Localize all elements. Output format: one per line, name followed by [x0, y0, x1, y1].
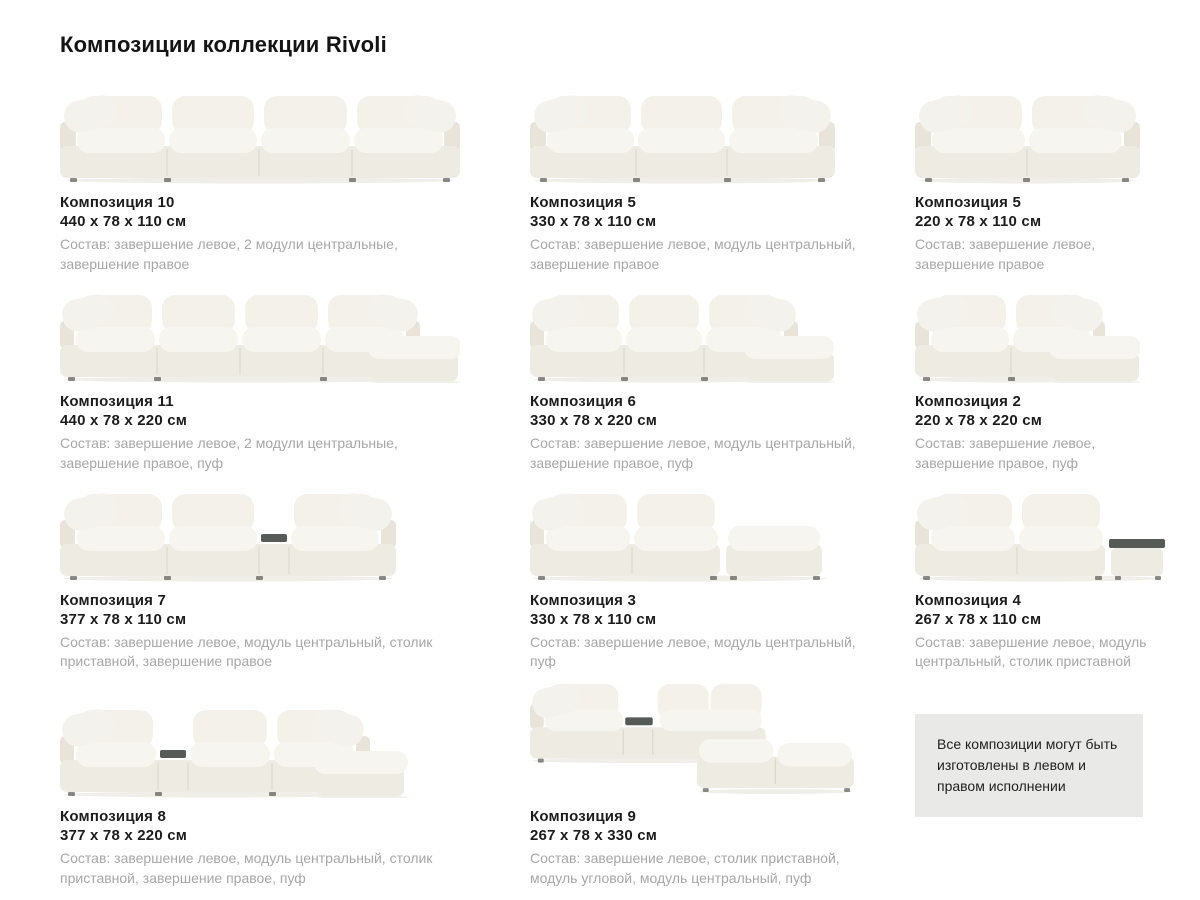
composition-dimensions: 267 x 78 x 110 см	[915, 610, 1042, 628]
composition-dimensions: 330 x 78 x 110 см	[530, 213, 657, 230]
corner-sofa-illustration	[530, 680, 854, 798]
composition-dimensions: 220 x 78 x 220 см	[915, 411, 1043, 429]
composition-card	[60, 482, 530, 673]
composition-dimensions: 220 x 78 x 110 см	[915, 213, 1042, 230]
composition-structure: Состав: завершение левое, модуль центральный, пуф	[530, 633, 856, 670]
sofa-3-modules-ottoman-illustration	[530, 283, 835, 383]
sofa-with-side-ottoman-illustration	[530, 482, 830, 582]
composition-structure: Состав: завершение левое, модуль центральный, завершение правое	[530, 236, 856, 272]
compositions-grid	[60, 84, 1200, 897]
composition-card	[60, 283, 530, 474]
sofa-image	[60, 482, 474, 582]
composition-card	[915, 84, 1200, 275]
composition-name: Композиция 10	[60, 194, 175, 211]
composition-dimensions: 377 x 78 x 110 см	[60, 610, 187, 628]
composition-name: Композиция 3	[530, 591, 637, 609]
sofa-image	[530, 680, 875, 798]
composition-structure: Состав: завершение левое, завершение правое	[915, 236, 1096, 272]
sofa-table-ottoman-illustration	[60, 698, 410, 798]
composition-structure: Состав: завершение левое, модуль центральный, столик приставной	[915, 633, 1147, 670]
composition-name: Композиция 11	[60, 392, 174, 410]
composition-name: Композиция 2	[915, 392, 1022, 410]
composition-name: Композиция 6	[530, 392, 637, 410]
sofa-image	[915, 84, 1170, 184]
composition-name: Композиция 7	[60, 591, 167, 609]
composition-dimensions: 440 x 78 x 220 см	[60, 411, 188, 429]
composition-structure: Состав: завершение левое, завершение правое, пуф	[915, 434, 1096, 471]
composition-card	[530, 680, 915, 889]
composition-dimensions: 330 x 78 x 110 см	[530, 610, 657, 628]
sofa-image	[60, 84, 474, 184]
composition-name: Композиция 9	[530, 808, 637, 826]
sofa-image	[60, 283, 474, 383]
sofa-image	[530, 482, 875, 582]
sofa-image	[915, 482, 1170, 582]
composition-structure: Состав: завершение левое, модуль центральный, столик приставной, завершение правое	[60, 633, 433, 670]
note-text: Все композиции могут быть изготовлены в левом и правом исполнении	[937, 736, 1118, 795]
composition-dimensions: 377 x 78 x 220 см	[60, 827, 188, 845]
sofa-image	[530, 283, 875, 383]
composition-dimensions: 267 x 78 x 330 см	[530, 827, 658, 845]
sofa-with-end-table-illustration	[915, 482, 1165, 582]
composition-card	[60, 680, 530, 889]
composition-name: Композиция 4	[915, 591, 1022, 609]
page-title: Композиции коллекции Rivoli	[60, 32, 387, 57]
composition-name: Композиция 8	[60, 808, 167, 826]
sofa-image	[915, 283, 1170, 383]
composition-card	[530, 283, 915, 474]
sofa-image	[60, 680, 474, 798]
composition-name: Композиция 5	[915, 194, 1022, 211]
sofa-2-modules-illustration	[915, 84, 1140, 184]
composition-card	[530, 84, 915, 275]
sofa-4-modules-ottoman-illustration	[60, 283, 460, 383]
composition-structure: Состав: завершение левое, модуль центральный, завершение правое, пуф	[530, 434, 856, 471]
composition-dimensions: 440 x 78 x 110 см	[60, 213, 187, 230]
composition-structure: Состав: завершение левое, столик приставной, модуль угловой, модуль центральный, пуф	[530, 850, 840, 887]
composition-structure: Состав: завершение левое, 2 модули центральные, завершение правое	[60, 236, 398, 272]
composition-name: Композиция 5	[530, 194, 637, 211]
sofa-2-modules-ottoman-illustration	[915, 283, 1140, 383]
composition-card	[530, 482, 915, 673]
sofa-with-table-illustration	[60, 482, 396, 582]
composition-structure: Состав: завершение левое, модуль центральный, столик приставной, завершение правое, пуф	[60, 850, 433, 887]
sofa-4-modules-illustration	[60, 84, 460, 184]
sofa-3-modules-illustration	[530, 84, 835, 184]
composition-card	[60, 84, 530, 275]
composition-card	[915, 283, 1200, 474]
composition-card	[915, 482, 1200, 673]
note-box	[915, 714, 1143, 817]
sofa-image	[530, 84, 875, 184]
composition-dimensions: 330 x 78 x 220 см	[530, 411, 658, 429]
composition-structure: Состав: завершение левое, 2 модули центральные, завершение правое, пуф	[60, 434, 398, 471]
